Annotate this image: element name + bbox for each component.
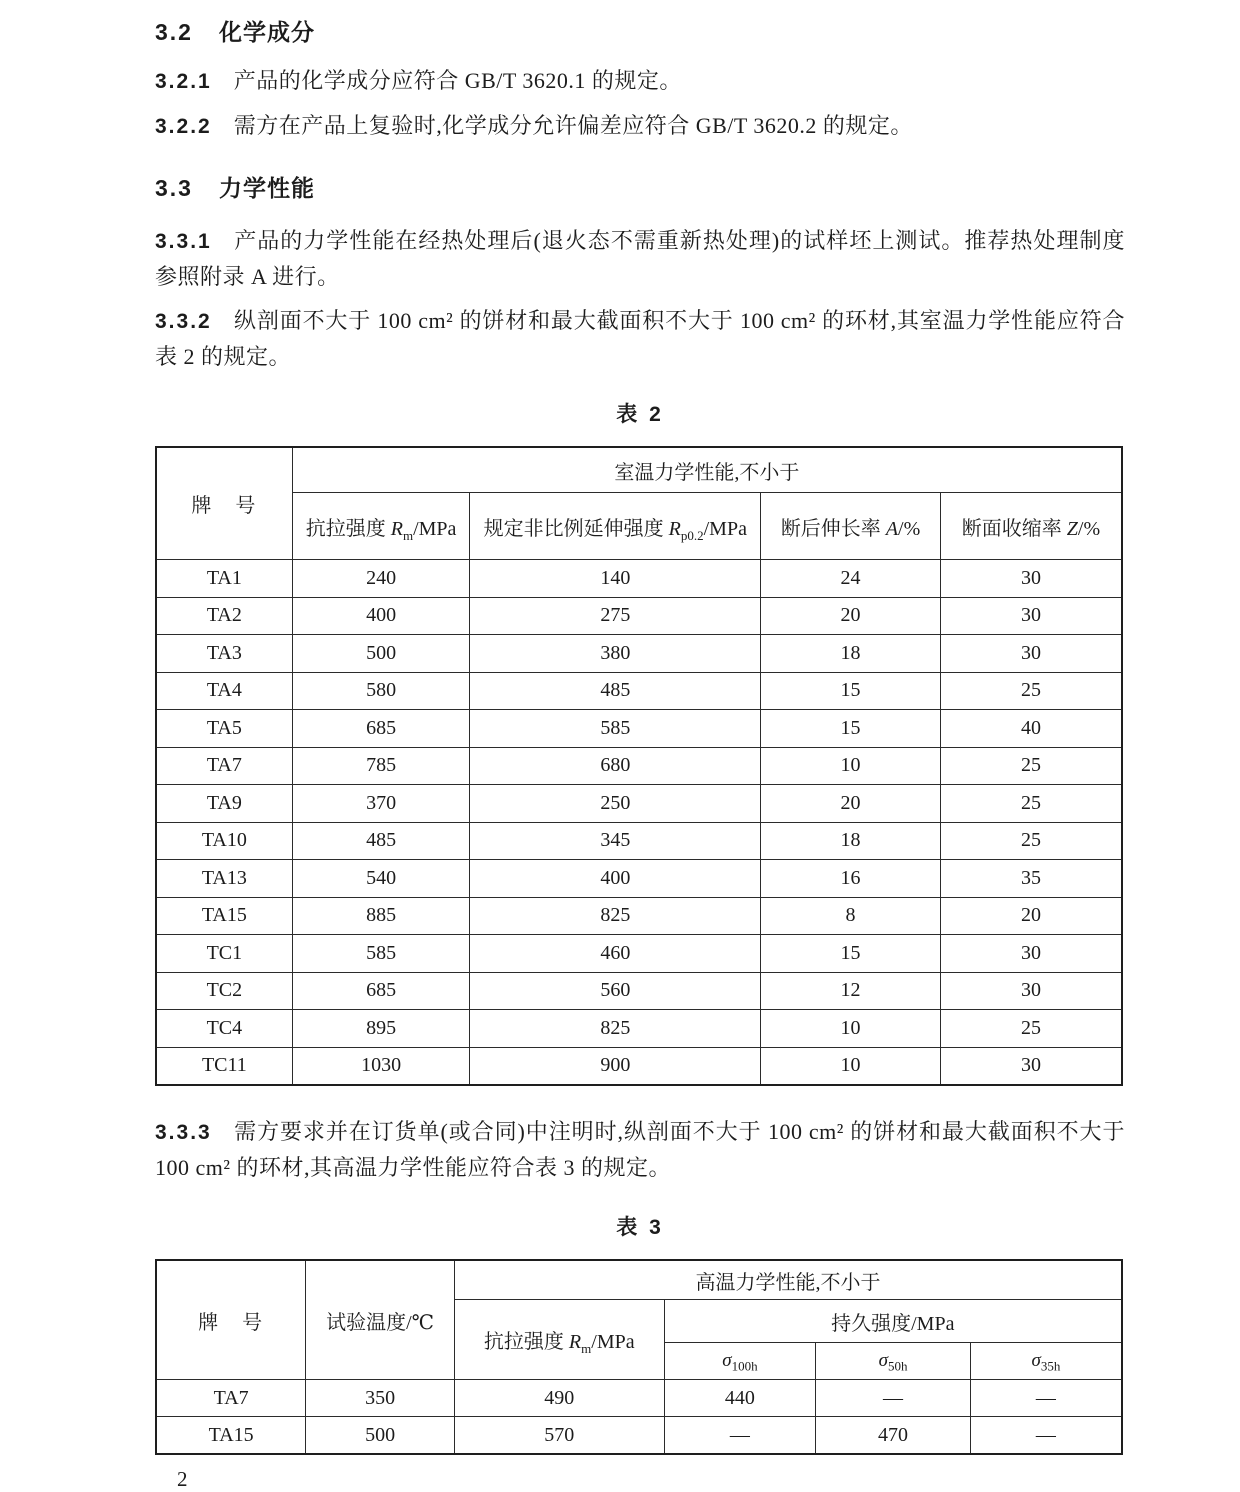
rp-cell: 485	[470, 672, 761, 710]
grade-cell: TA7	[156, 747, 292, 785]
col-unit: /MPa	[413, 517, 457, 540]
section-title: 化学成分	[218, 19, 315, 45]
table-row	[156, 785, 1122, 823]
clause-text: 产品的力学性能在经热处理后(退火态不需重新热处理)的试样坯上测试。推荐热处理制度参照附录 A 进行。	[155, 228, 1125, 289]
a-cell: 10	[761, 1047, 941, 1085]
sigma100-cell: —	[664, 1417, 816, 1455]
table-row	[156, 935, 1122, 973]
table2-header-rm	[292, 493, 470, 560]
z-cell: 25	[940, 1010, 1122, 1048]
temp-cell: 500	[306, 1417, 455, 1455]
table3	[155, 1259, 1123, 1455]
grade-cell: TC1	[156, 935, 292, 973]
col-label: 断面收缩率	[961, 517, 1067, 540]
table-row	[156, 710, 1122, 748]
paragraph-3-2-1	[155, 63, 1125, 99]
a-cell: 12	[761, 972, 941, 1010]
table-row	[156, 597, 1122, 635]
clause-number: 3.3.3	[155, 1121, 212, 1144]
sigma-symbol: σ	[722, 1350, 732, 1371]
symbol-R: R	[390, 517, 403, 540]
grade-cell: TC4	[156, 1010, 292, 1048]
z-cell: 30	[940, 972, 1122, 1010]
col-label: 规定非比例延伸强度	[483, 517, 669, 540]
symbol-sub: p0.2	[680, 527, 704, 543]
sigma-symbol: σ	[878, 1350, 888, 1371]
sigma100-cell: 440	[664, 1380, 816, 1417]
rm-cell: 500	[292, 635, 470, 673]
table3-body	[156, 1380, 1122, 1455]
sigma35-cell: —	[970, 1380, 1122, 1417]
grade-cell: TA10	[156, 822, 292, 860]
col-label: 抗拉强度	[483, 1331, 569, 1353]
grade-cell: TC2	[156, 972, 292, 1010]
clause-text: 产品的化学成分应符合 GB/T 3620.1 的规定。	[233, 68, 682, 93]
table-row	[156, 860, 1122, 898]
col-unit: /MPa	[591, 1331, 635, 1353]
rm-cell: 585	[292, 935, 470, 973]
grade-cell: TA2	[156, 597, 292, 635]
table3-header-endurance: 持久强度/MPa	[664, 1300, 1122, 1343]
table2-header-a	[761, 493, 941, 560]
table2	[155, 446, 1123, 1086]
symbol-sub: m	[581, 1341, 592, 1356]
section-heading-3-3	[155, 170, 1125, 203]
rm-cell: 240	[292, 560, 470, 598]
sigma35-cell: —	[970, 1417, 1122, 1455]
table3-header-grade: 牌 号	[156, 1260, 306, 1380]
table2-header-rp	[470, 493, 761, 560]
rp-cell: 400	[470, 860, 761, 898]
table-row	[156, 972, 1122, 1010]
table3-header-rm	[454, 1300, 664, 1380]
z-cell: 30	[940, 560, 1122, 598]
rp-cell: 275	[470, 597, 761, 635]
a-cell: 24	[761, 560, 941, 598]
symbol-R: R	[568, 1331, 582, 1353]
table2-body	[156, 560, 1122, 1086]
grade-cell: TA1	[156, 560, 292, 598]
rp-cell: 585	[470, 710, 761, 748]
temp-cell: 350	[306, 1380, 455, 1417]
table2-head	[156, 447, 1122, 560]
table2-caption: 表 2	[616, 403, 664, 426]
clause-text: 需方要求并在订货单(或合同)中注明时,纵剖面不大于 100 cm² 的饼材和最大截面积不大于 100 cm² 的环材,其高温力学性能应符合表 3 的规定。	[155, 1119, 1125, 1180]
rm-cell: 540	[292, 860, 470, 898]
z-cell: 30	[940, 935, 1122, 973]
col-label: 断后伸长率	[780, 517, 886, 540]
grade-cell: TA13	[156, 860, 292, 898]
table3-header-row-1	[156, 1260, 1122, 1300]
a-cell: 20	[761, 785, 941, 823]
table-row	[156, 747, 1122, 785]
sigma50-cell: —	[816, 1380, 971, 1417]
table2-header-row-1	[156, 447, 1122, 493]
z-cell: 40	[940, 710, 1122, 748]
a-cell: 18	[761, 635, 941, 673]
rm-cell: 885	[292, 897, 470, 935]
table-row	[156, 1047, 1122, 1085]
symbol-R: R	[668, 517, 681, 540]
rp-cell: 560	[470, 972, 761, 1010]
a-cell: 15	[761, 935, 941, 973]
a-cell: 15	[761, 710, 941, 748]
rm-cell: 485	[292, 822, 470, 860]
table-row	[156, 635, 1122, 673]
col-unit: /%	[1077, 517, 1101, 540]
rp-cell: 250	[470, 785, 761, 823]
rp-cell: 460	[470, 935, 761, 973]
rm-cell: 685	[292, 710, 470, 748]
a-cell: 8	[761, 897, 941, 935]
rm-cell: 570	[454, 1417, 664, 1455]
rp-cell: 380	[470, 635, 761, 673]
grade-cell: TC11	[156, 1047, 292, 1085]
table3-header-sigma50	[816, 1343, 971, 1380]
table-row	[156, 1010, 1122, 1048]
symbol-sub: 50h	[887, 1358, 908, 1374]
paragraph-3-2-2	[155, 108, 1125, 144]
clause-number: 3.3.2	[155, 310, 212, 333]
grade-cell: TA7	[156, 1380, 306, 1417]
rm-cell: 895	[292, 1010, 470, 1048]
table2-header-z	[940, 493, 1122, 560]
table3-header-sigma35	[970, 1343, 1122, 1380]
paragraph-3-3-2	[155, 303, 1125, 374]
sigma50-cell: 470	[816, 1417, 971, 1455]
grade-cell: TA5	[156, 710, 292, 748]
z-cell: 30	[940, 1047, 1122, 1085]
rp-cell: 140	[470, 560, 761, 598]
table-row	[156, 1380, 1122, 1417]
z-cell: 30	[940, 635, 1122, 673]
table-row	[156, 822, 1122, 860]
clause-text: 需方在产品上复验时,化学成分允许偏差应符合 GB/T 3620.2 的规定。	[233, 113, 913, 138]
z-cell: 25	[940, 822, 1122, 860]
section-title: 力学性能	[218, 175, 315, 201]
section-number: 3.2	[155, 19, 193, 45]
z-cell: 25	[940, 672, 1122, 710]
col-unit: /MPa	[703, 517, 747, 540]
col-unit: /%	[898, 517, 921, 540]
a-cell: 10	[761, 747, 941, 785]
clause-number: 3.2.1	[155, 70, 212, 93]
grade-cell: TA15	[156, 1417, 306, 1455]
paragraph-3-3-3	[155, 1114, 1125, 1185]
grade-cell: TA15	[156, 897, 292, 935]
page-content	[155, 14, 1125, 1492]
grade-cell: TA9	[156, 785, 292, 823]
table3-header-group: 高温力学性能,不小于	[454, 1260, 1122, 1300]
clause-number: 3.3.1	[155, 230, 212, 253]
z-cell: 25	[940, 747, 1122, 785]
a-cell: 15	[761, 672, 941, 710]
rm-cell: 1030	[292, 1047, 470, 1085]
rm-cell: 370	[292, 785, 470, 823]
table3-caption: 表 3	[616, 1216, 664, 1239]
z-cell: 35	[940, 860, 1122, 898]
symbol-sub: 100h	[731, 1358, 758, 1374]
clause-text: 纵剖面不大于 100 cm² 的饼材和最大截面积不大于 100 cm² 的环材,其室温力学性能应符合表 2 的规定。	[155, 308, 1125, 369]
symbol-sub: m	[402, 527, 414, 543]
rp-cell: 825	[470, 897, 761, 935]
rp-cell: 680	[470, 747, 761, 785]
table2-header-row-2	[156, 493, 1122, 560]
z-cell: 25	[940, 785, 1122, 823]
table-row	[156, 672, 1122, 710]
rp-cell: 900	[470, 1047, 761, 1085]
a-cell: 20	[761, 597, 941, 635]
symbol-A: A	[885, 517, 899, 540]
table-row	[156, 897, 1122, 935]
a-cell: 16	[761, 860, 941, 898]
table-row	[156, 560, 1122, 598]
sigma-symbol: σ	[1031, 1350, 1041, 1371]
rm-cell: 400	[292, 597, 470, 635]
table2-header-group: 室温力学性能,不小于	[292, 447, 1122, 493]
table3-header-temp: 试验温度/℃	[306, 1260, 455, 1380]
rm-cell: 785	[292, 747, 470, 785]
rp-cell: 825	[470, 1010, 761, 1048]
z-cell: 30	[940, 597, 1122, 635]
table-row	[156, 1417, 1122, 1455]
table2-header-grade: 牌 号	[156, 447, 292, 560]
table3-head	[156, 1260, 1122, 1380]
section-heading-3-2	[155, 14, 1125, 47]
paragraph-3-3-1	[155, 223, 1125, 294]
section-number: 3.3	[155, 175, 193, 201]
rm-cell: 580	[292, 672, 470, 710]
rm-cell: 685	[292, 972, 470, 1010]
table3-header-sigma100	[664, 1343, 816, 1380]
col-label: 抗拉强度	[305, 517, 391, 540]
symbol-Z: Z	[1066, 517, 1078, 540]
symbol-sub: 35h	[1040, 1358, 1061, 1374]
z-cell: 20	[940, 897, 1122, 935]
rp-cell: 345	[470, 822, 761, 860]
page-number: 2	[177, 1467, 188, 1491]
rm-cell: 490	[454, 1380, 664, 1417]
grade-cell: TA4	[156, 672, 292, 710]
grade-cell: TA3	[156, 635, 292, 673]
a-cell: 18	[761, 822, 941, 860]
a-cell: 10	[761, 1010, 941, 1048]
clause-number: 3.2.2	[155, 115, 212, 138]
